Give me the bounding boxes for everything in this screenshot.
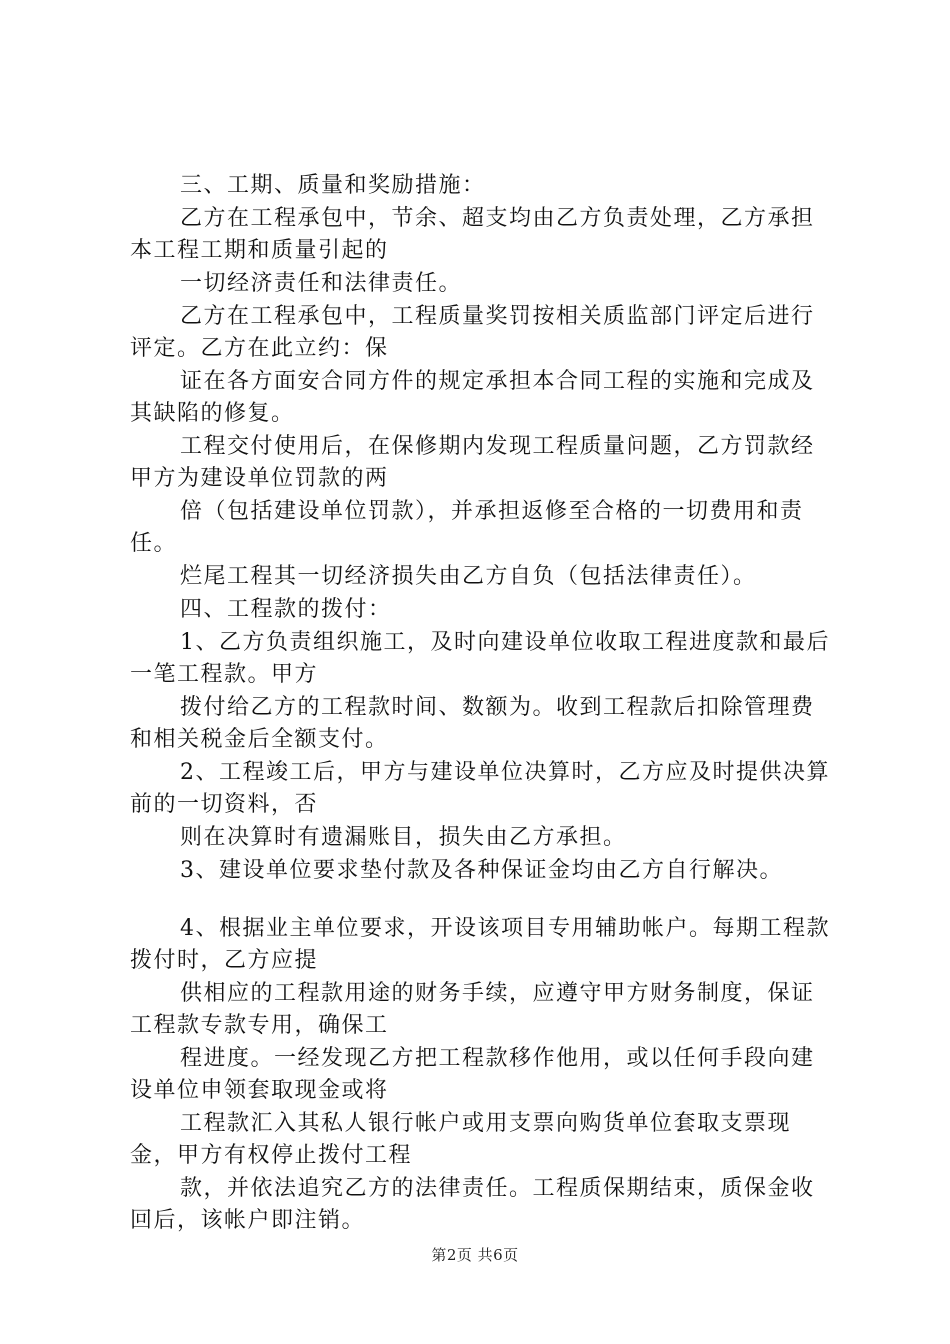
- paragraph: 供相应的工程款用途的财务手续，应遵守甲方财务制度，保证工程款专款专用，确保工: [130, 981, 815, 1038]
- paragraph: 烂尾工程其一切经济损失由乙方自负（包括法律责任）。: [180, 564, 757, 589]
- paragraph: 乙方在工程承包中，节余、超支均由乙方负责处理，乙方承担本工程工期和质量引起的: [130, 206, 815, 263]
- paragraph: 2、工程竣工后，甲方与建设单位决算时，乙方应及时提供决算前的一切资料，否: [130, 760, 830, 817]
- paragraph: 证在各方面安合同方件的规定承担本合同工程的实施和完成及其缺陷的修复。: [130, 369, 815, 426]
- paragraph: 倍（包括建设单位罚款），并承担返修至合格的一切费用和责任。: [130, 499, 804, 556]
- paragraph: 一切经济责任和法律责任。: [180, 271, 463, 296]
- paragraph-gap: [130, 888, 835, 913]
- section-heading-payment: 四、工程款的拨付：: [180, 597, 392, 622]
- paragraph: 工程款汇入其私人银行帐户或用支票向购货单位套取支票现金，甲方有权停止拨付工程: [130, 1111, 792, 1168]
- paragraph: 拨付给乙方的工程款时间、数额为。收到工程款后扣除管理费和相关税金后全额支付。: [130, 695, 815, 752]
- paragraph: 则在决算时有遗漏账目，损失由乙方承担。: [180, 825, 627, 850]
- paragraph: 3、建设单位要求垫付款及各种保证金均由乙方自行解决。: [180, 858, 783, 883]
- paragraph: 乙方在工程承包中，工程质量奖罚按相关质监部门评定后进行评定。乙方在此立约：保: [130, 304, 815, 361]
- paragraph: 款，并依法追究乙方的法律责任。工程质保期结束，质保金收回后，该帐户即注销。: [130, 1176, 815, 1233]
- paragraph: 工程交付使用后，在保修期内发现工程质量问题，乙方罚款经甲方为建设单位罚款的两: [130, 434, 815, 491]
- paragraph: 4、根据业主单位要求，开设该项目专用辅助帐户。每期工程款拨付时，乙方应提: [130, 916, 830, 973]
- page-number-footer: 第2页 共6页: [431, 1246, 519, 1264]
- paragraph: 程进度。一经发现乙方把工程款移作他用，或以任何手段向建设单位申领套取现金或将: [130, 1046, 815, 1103]
- section-heading-schedule-quality: 三、工期、质量和奖励措施：: [180, 173, 486, 198]
- document-body: [130, 170, 835, 1238]
- paragraph: 1、乙方负责组织施工，及时向建设单位收取工程进度款和最后一笔工程款。甲方: [130, 630, 830, 687]
